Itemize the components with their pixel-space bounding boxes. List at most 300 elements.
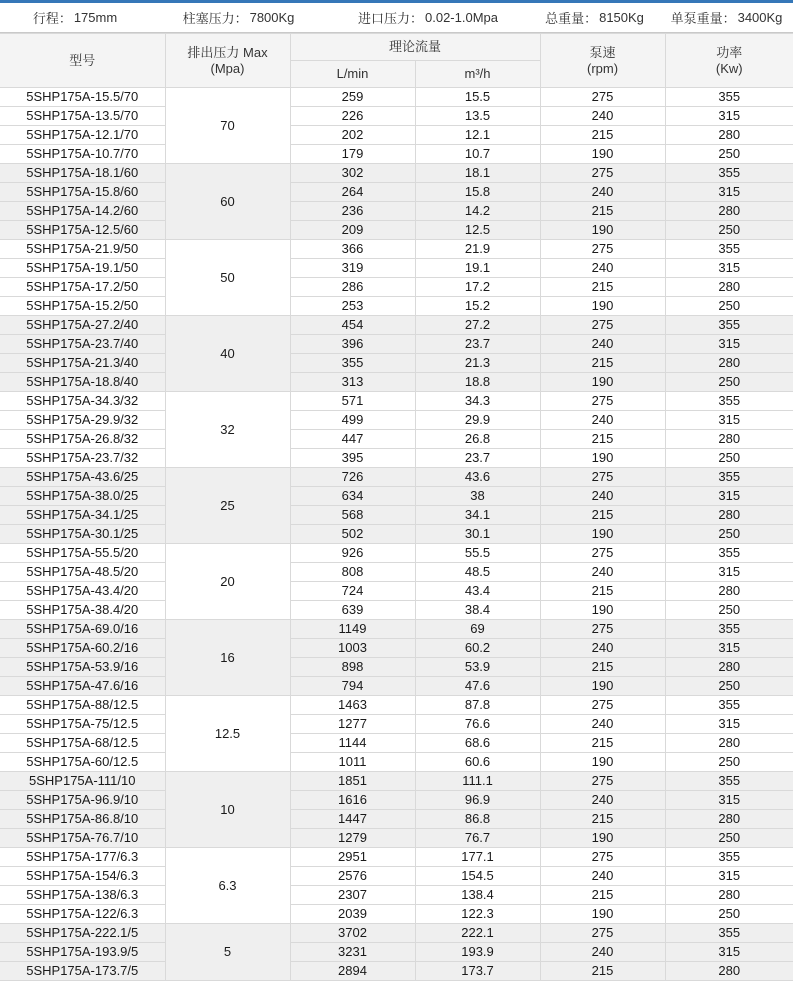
model-cell: 5SHP175A-193.9/5 — [0, 943, 165, 962]
flow-m3h-cell: 34.3 — [415, 392, 540, 411]
table-row — [0, 905, 793, 924]
model-cell: 5SHP175A-38.0/25 — [0, 487, 165, 506]
model-cell: 5SHP175A-19.1/50 — [0, 259, 165, 278]
pump-speed-cell: 240 — [540, 183, 665, 202]
table-row — [0, 886, 793, 905]
flow-lmin-cell: 634 — [290, 487, 415, 506]
table-row — [0, 392, 793, 411]
model-cell: 5SHP175A-12.1/70 — [0, 126, 165, 145]
pump-speed-cell: 275 — [540, 164, 665, 183]
pump-speed-cell: 240 — [540, 791, 665, 810]
flow-m3h-cell: 76.6 — [415, 715, 540, 734]
discharge-pressure-cell: 40 — [165, 316, 290, 392]
header-power — [665, 34, 793, 88]
power-cell: 280 — [665, 430, 793, 449]
flow-lmin-cell: 313 — [290, 373, 415, 392]
pump-speed-cell: 215 — [540, 886, 665, 905]
flow-m3h-cell: 48.5 — [415, 563, 540, 582]
flow-lmin-cell: 179 — [290, 145, 415, 164]
table-row — [0, 88, 793, 107]
model-cell: 5SHP175A-60.2/16 — [0, 639, 165, 658]
flow-m3h-cell: 173.7 — [415, 962, 540, 981]
model-cell: 5SHP175A-15.5/70 — [0, 88, 165, 107]
power-cell: 315 — [665, 715, 793, 734]
flow-m3h-cell: 138.4 — [415, 886, 540, 905]
power-cell: 315 — [665, 639, 793, 658]
pump-speed-cell: 190 — [540, 677, 665, 696]
pump-speed-cell: 215 — [540, 658, 665, 677]
discharge-pressure-cell: 60 — [165, 164, 290, 240]
pump-speed-cell: 215 — [540, 126, 665, 145]
power-cell: 250 — [665, 829, 793, 848]
table-row — [0, 468, 793, 487]
table-row — [0, 183, 793, 202]
table-row — [0, 563, 793, 582]
power-cell: 250 — [665, 601, 793, 620]
flow-lmin-cell: 302 — [290, 164, 415, 183]
table-row — [0, 715, 793, 734]
single-pump-weight-value: 3400Kg — [737, 10, 783, 25]
power-cell: 315 — [665, 107, 793, 126]
top-bar-item-total-weight — [529, 8, 660, 27]
power-cell: 355 — [665, 164, 793, 183]
model-cell: 5SHP175A-43.4/20 — [0, 582, 165, 601]
power-cell: 315 — [665, 943, 793, 962]
flow-m3h-cell: 14.2 — [415, 202, 540, 221]
spec-table — [0, 33, 793, 981]
flow-lmin-cell: 1463 — [290, 696, 415, 715]
pump-speed-cell: 215 — [540, 202, 665, 221]
pump-speed-cell: 275 — [540, 544, 665, 563]
stroke-value: 175mm — [73, 10, 118, 25]
discharge-pressure-cell: 20 — [165, 544, 290, 620]
header-flow-lmin: L/min — [290, 61, 415, 88]
flow-lmin-cell: 3231 — [290, 943, 415, 962]
flow-lmin-cell: 253 — [290, 297, 415, 316]
pump-speed-cell: 215 — [540, 278, 665, 297]
flow-lmin-cell: 571 — [290, 392, 415, 411]
model-cell: 5SHP175A-111/10 — [0, 772, 165, 791]
pump-speed-cell: 275 — [540, 924, 665, 943]
flow-lmin-cell: 726 — [290, 468, 415, 487]
table-row — [0, 297, 793, 316]
flow-lmin-cell: 1851 — [290, 772, 415, 791]
flow-lmin-cell: 568 — [290, 506, 415, 525]
header-power-unit: (Kw) — [715, 60, 743, 76]
discharge-pressure-cell: 16 — [165, 620, 290, 696]
flow-lmin-cell: 355 — [290, 354, 415, 373]
model-cell: 5SHP175A-69.0/16 — [0, 620, 165, 639]
pump-speed-cell: 190 — [540, 145, 665, 164]
flow-m3h-cell: 60.6 — [415, 753, 540, 772]
model-cell: 5SHP175A-53.9/16 — [0, 658, 165, 677]
flow-m3h-cell: 43.6 — [415, 468, 540, 487]
pump-speed-cell: 190 — [540, 829, 665, 848]
flow-lmin-cell: 396 — [290, 335, 415, 354]
pump-speed-cell: 240 — [540, 715, 665, 734]
flow-m3h-cell: 21.3 — [415, 354, 540, 373]
top-bar — [0, 0, 793, 33]
table-row — [0, 316, 793, 335]
pump-speed-cell: 240 — [540, 487, 665, 506]
flow-lmin-cell: 366 — [290, 240, 415, 259]
flow-m3h-cell: 38.4 — [415, 601, 540, 620]
table-row — [0, 848, 793, 867]
flow-m3h-cell: 87.8 — [415, 696, 540, 715]
power-cell: 280 — [665, 582, 793, 601]
model-cell: 5SHP175A-48.5/20 — [0, 563, 165, 582]
flow-lmin-cell: 259 — [290, 88, 415, 107]
flow-lmin-cell: 395 — [290, 449, 415, 468]
power-cell: 280 — [665, 962, 793, 981]
pump-speed-cell: 275 — [540, 392, 665, 411]
power-cell: 280 — [665, 354, 793, 373]
flow-lmin-cell: 1277 — [290, 715, 415, 734]
top-bar-item-stroke — [0, 8, 150, 27]
pump-speed-cell: 215 — [540, 734, 665, 753]
flow-lmin-cell: 724 — [290, 582, 415, 601]
pump-speed-cell: 275 — [540, 468, 665, 487]
flow-lmin-cell: 1279 — [290, 829, 415, 848]
model-cell: 5SHP175A-17.2/50 — [0, 278, 165, 297]
model-cell: 5SHP175A-18.8/40 — [0, 373, 165, 392]
flow-m3h-cell: 47.6 — [415, 677, 540, 696]
flow-m3h-cell: 34.1 — [415, 506, 540, 525]
table-row — [0, 202, 793, 221]
flow-lmin-cell: 236 — [290, 202, 415, 221]
header-discharge-pressure-unit: (Mpa) — [210, 60, 245, 76]
model-cell: 5SHP175A-68/12.5 — [0, 734, 165, 753]
flow-m3h-cell: 193.9 — [415, 943, 540, 962]
flow-lmin-cell: 1149 — [290, 620, 415, 639]
pump-speed-cell: 215 — [540, 962, 665, 981]
flow-lmin-cell: 502 — [290, 525, 415, 544]
model-cell: 5SHP175A-75/12.5 — [0, 715, 165, 734]
flow-m3h-cell: 15.5 — [415, 88, 540, 107]
flow-m3h-cell: 76.7 — [415, 829, 540, 848]
model-cell: 5SHP175A-222.1/5 — [0, 924, 165, 943]
table-row — [0, 164, 793, 183]
power-cell: 250 — [665, 677, 793, 696]
pump-speed-cell: 275 — [540, 240, 665, 259]
model-cell: 5SHP175A-38.4/20 — [0, 601, 165, 620]
table-row — [0, 734, 793, 753]
discharge-pressure-cell: 6.3 — [165, 848, 290, 924]
table-row — [0, 126, 793, 145]
flow-m3h-cell: 38 — [415, 487, 540, 506]
power-cell: 355 — [665, 316, 793, 335]
pump-speed-cell: 215 — [540, 354, 665, 373]
pump-speed-cell: 275 — [540, 696, 665, 715]
model-cell: 5SHP175A-15.8/60 — [0, 183, 165, 202]
table-row — [0, 791, 793, 810]
power-cell: 315 — [665, 259, 793, 278]
table-row — [0, 753, 793, 772]
flow-m3h-cell: 18.8 — [415, 373, 540, 392]
model-cell: 5SHP175A-18.1/60 — [0, 164, 165, 183]
flow-lmin-cell: 794 — [290, 677, 415, 696]
pump-speed-cell: 275 — [540, 620, 665, 639]
header-power-title: 功率 — [716, 44, 743, 60]
flow-lmin-cell: 1616 — [290, 791, 415, 810]
flow-lmin-cell: 926 — [290, 544, 415, 563]
power-cell: 280 — [665, 126, 793, 145]
model-cell: 5SHP175A-30.1/25 — [0, 525, 165, 544]
table-row — [0, 487, 793, 506]
stroke-label: 行程： — [32, 11, 72, 26]
power-cell: 355 — [665, 772, 793, 791]
power-cell: 250 — [665, 753, 793, 772]
flow-m3h-cell: 23.7 — [415, 449, 540, 468]
flow-lmin-cell: 1011 — [290, 753, 415, 772]
flow-m3h-cell: 13.5 — [415, 107, 540, 126]
table-row — [0, 943, 793, 962]
pump-speed-cell: 190 — [540, 221, 665, 240]
flow-m3h-cell: 29.9 — [415, 411, 540, 430]
table-row — [0, 411, 793, 430]
top-bar-item-single-pump-weight — [660, 8, 793, 27]
power-cell: 250 — [665, 525, 793, 544]
flow-lmin-cell: 1003 — [290, 639, 415, 658]
power-cell: 355 — [665, 392, 793, 411]
table-row — [0, 601, 793, 620]
power-cell: 355 — [665, 620, 793, 639]
spec-table-header — [0, 34, 793, 88]
table-row — [0, 620, 793, 639]
power-cell: 250 — [665, 145, 793, 164]
table-row — [0, 335, 793, 354]
flow-m3h-cell: 27.2 — [415, 316, 540, 335]
pump-speed-cell: 275 — [540, 848, 665, 867]
pump-speed-cell: 240 — [540, 411, 665, 430]
model-cell: 5SHP175A-21.3/40 — [0, 354, 165, 373]
header-pump-speed-unit: (rpm) — [586, 60, 619, 76]
model-cell: 5SHP175A-27.2/40 — [0, 316, 165, 335]
power-cell: 355 — [665, 240, 793, 259]
flow-m3h-cell: 60.2 — [415, 639, 540, 658]
table-row — [0, 924, 793, 943]
top-bar-item-plunger-pressure — [150, 8, 327, 27]
model-cell: 5SHP175A-86.8/10 — [0, 810, 165, 829]
flow-m3h-cell: 96.9 — [415, 791, 540, 810]
flow-m3h-cell: 177.1 — [415, 848, 540, 867]
header-pump-speed — [540, 34, 665, 88]
model-cell: 5SHP175A-34.1/25 — [0, 506, 165, 525]
flow-lmin-cell: 1447 — [290, 810, 415, 829]
header-flow-m3h: m³/h — [415, 61, 540, 88]
power-cell: 280 — [665, 278, 793, 297]
pump-speed-cell: 240 — [540, 335, 665, 354]
header-theoretical-flow: 理论流量 — [290, 34, 540, 61]
flow-m3h-cell: 55.5 — [415, 544, 540, 563]
pump-speed-cell: 275 — [540, 772, 665, 791]
header-discharge-pressure — [165, 34, 290, 88]
flow-lmin-cell: 209 — [290, 221, 415, 240]
power-cell: 355 — [665, 848, 793, 867]
pump-speed-cell: 215 — [540, 582, 665, 601]
flow-lmin-cell: 2307 — [290, 886, 415, 905]
model-cell: 5SHP175A-21.9/50 — [0, 240, 165, 259]
flow-m3h-cell: 154.5 — [415, 867, 540, 886]
power-cell: 315 — [665, 791, 793, 810]
power-cell: 315 — [665, 867, 793, 886]
model-cell: 5SHP175A-173.7/5 — [0, 962, 165, 981]
table-row — [0, 107, 793, 126]
model-cell: 5SHP175A-55.5/20 — [0, 544, 165, 563]
table-row — [0, 867, 793, 886]
table-row — [0, 449, 793, 468]
discharge-pressure-cell: 32 — [165, 392, 290, 468]
pump-speed-cell: 190 — [540, 449, 665, 468]
table-row — [0, 506, 793, 525]
flow-lmin-cell: 202 — [290, 126, 415, 145]
power-cell: 280 — [665, 734, 793, 753]
flow-lmin-cell: 898 — [290, 658, 415, 677]
table-row — [0, 829, 793, 848]
flow-m3h-cell: 18.1 — [415, 164, 540, 183]
flow-lmin-cell: 2951 — [290, 848, 415, 867]
table-row — [0, 373, 793, 392]
power-cell: 250 — [665, 449, 793, 468]
pump-speed-cell: 240 — [540, 107, 665, 126]
flow-m3h-cell: 68.6 — [415, 734, 540, 753]
flow-m3h-cell: 26.8 — [415, 430, 540, 449]
model-cell: 5SHP175A-154/6.3 — [0, 867, 165, 886]
flow-m3h-cell: 15.2 — [415, 297, 540, 316]
table-row — [0, 696, 793, 715]
inlet-pressure-label: 进口压力： — [357, 11, 423, 26]
table-row — [0, 677, 793, 696]
power-cell: 315 — [665, 183, 793, 202]
top-bar-item-inlet-pressure — [327, 8, 529, 27]
table-row — [0, 658, 793, 677]
pump-speed-cell: 190 — [540, 297, 665, 316]
table-row — [0, 240, 793, 259]
flow-m3h-cell: 69 — [415, 620, 540, 639]
pump-speed-cell: 190 — [540, 525, 665, 544]
discharge-pressure-cell: 70 — [165, 88, 290, 164]
plunger-pressure-value: 7800Kg — [249, 10, 295, 25]
table-row — [0, 810, 793, 829]
single-pump-weight-label: 单泵重量： — [670, 11, 736, 26]
spec-table-body — [0, 88, 793, 981]
model-cell: 5SHP175A-43.6/25 — [0, 468, 165, 487]
pump-speed-cell: 240 — [540, 639, 665, 658]
flow-m3h-cell: 30.1 — [415, 525, 540, 544]
model-cell: 5SHP175A-15.2/50 — [0, 297, 165, 316]
flow-m3h-cell: 122.3 — [415, 905, 540, 924]
pump-speed-cell: 190 — [540, 905, 665, 924]
power-cell: 250 — [665, 297, 793, 316]
pump-speed-cell: 190 — [540, 753, 665, 772]
flow-lmin-cell: 447 — [290, 430, 415, 449]
discharge-pressure-cell: 10 — [165, 772, 290, 848]
flow-m3h-cell: 12.5 — [415, 221, 540, 240]
model-cell: 5SHP175A-23.7/32 — [0, 449, 165, 468]
discharge-pressure-cell: 5 — [165, 924, 290, 981]
flow-lmin-cell: 808 — [290, 563, 415, 582]
flow-lmin-cell: 454 — [290, 316, 415, 335]
flow-m3h-cell: 15.8 — [415, 183, 540, 202]
power-cell: 280 — [665, 506, 793, 525]
inlet-pressure-value: 0.02-1.0Mpa — [425, 10, 498, 25]
pump-speed-cell: 240 — [540, 943, 665, 962]
model-cell: 5SHP175A-122/6.3 — [0, 905, 165, 924]
power-cell: 355 — [665, 544, 793, 563]
power-cell: 315 — [665, 563, 793, 582]
discharge-pressure-cell: 50 — [165, 240, 290, 316]
flow-lmin-cell: 499 — [290, 411, 415, 430]
model-cell: 5SHP175A-96.9/10 — [0, 791, 165, 810]
flow-m3h-cell: 86.8 — [415, 810, 540, 829]
pump-speed-cell: 215 — [540, 506, 665, 525]
table-row — [0, 962, 793, 981]
model-cell: 5SHP175A-138/6.3 — [0, 886, 165, 905]
table-row — [0, 582, 793, 601]
flow-m3h-cell: 43.4 — [415, 582, 540, 601]
header-model: 型号 — [0, 34, 165, 88]
flow-m3h-cell: 111.1 — [415, 772, 540, 791]
pump-speed-cell: 240 — [540, 563, 665, 582]
flow-lmin-cell: 286 — [290, 278, 415, 297]
power-cell: 315 — [665, 411, 793, 430]
model-cell: 5SHP175A-88/12.5 — [0, 696, 165, 715]
pump-speed-cell: 215 — [540, 810, 665, 829]
model-cell: 5SHP175A-60/12.5 — [0, 753, 165, 772]
power-cell: 355 — [665, 696, 793, 715]
model-cell: 5SHP175A-76.7/10 — [0, 829, 165, 848]
flow-lmin-cell: 226 — [290, 107, 415, 126]
model-cell: 5SHP175A-13.5/70 — [0, 107, 165, 126]
pump-speed-cell: 190 — [540, 373, 665, 392]
flow-m3h-cell: 23.7 — [415, 335, 540, 354]
model-cell: 5SHP175A-47.6/16 — [0, 677, 165, 696]
power-cell: 355 — [665, 924, 793, 943]
table-row — [0, 145, 793, 164]
table-row — [0, 639, 793, 658]
pump-speed-cell: 275 — [540, 316, 665, 335]
table-row — [0, 354, 793, 373]
power-cell: 355 — [665, 468, 793, 487]
model-cell: 5SHP175A-14.2/60 — [0, 202, 165, 221]
model-cell: 5SHP175A-10.7/70 — [0, 145, 165, 164]
pump-speed-cell: 240 — [540, 259, 665, 278]
flow-lmin-cell: 2039 — [290, 905, 415, 924]
flow-m3h-cell: 17.2 — [415, 278, 540, 297]
flow-lmin-cell: 639 — [290, 601, 415, 620]
power-cell: 280 — [665, 658, 793, 677]
pump-speed-cell: 275 — [540, 88, 665, 107]
flow-lmin-cell: 319 — [290, 259, 415, 278]
power-cell: 280 — [665, 202, 793, 221]
flow-lmin-cell: 264 — [290, 183, 415, 202]
plunger-pressure-label: 柱塞压力： — [182, 11, 248, 26]
flow-m3h-cell: 53.9 — [415, 658, 540, 677]
power-cell: 280 — [665, 886, 793, 905]
flow-m3h-cell: 19.1 — [415, 259, 540, 278]
model-cell: 5SHP175A-12.5/60 — [0, 221, 165, 240]
power-cell: 280 — [665, 810, 793, 829]
table-row — [0, 278, 793, 297]
header-discharge-pressure-title: 排出压力 Max — [187, 44, 268, 60]
flow-m3h-cell: 10.7 — [415, 145, 540, 164]
model-cell: 5SHP175A-29.9/32 — [0, 411, 165, 430]
power-cell: 355 — [665, 88, 793, 107]
total-weight-value: 8150Kg — [599, 10, 644, 25]
model-cell: 5SHP175A-23.7/40 — [0, 335, 165, 354]
table-row — [0, 430, 793, 449]
power-cell: 250 — [665, 373, 793, 392]
